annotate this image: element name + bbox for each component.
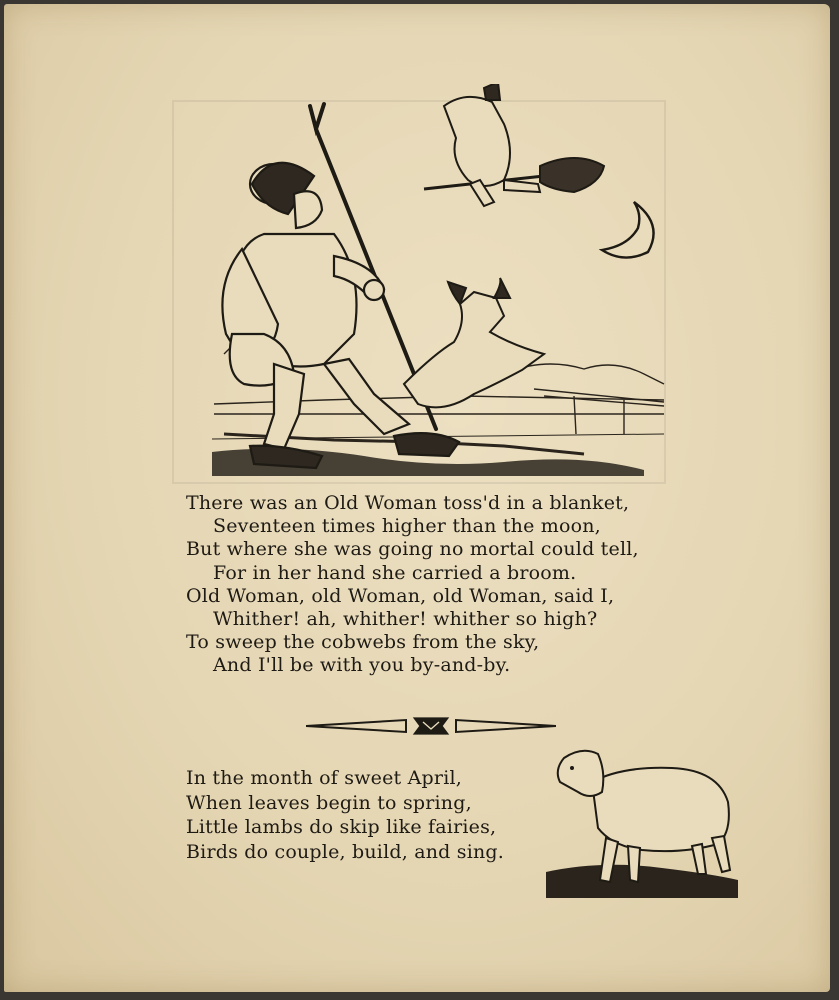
verse-line: When leaves begin to spring,: [186, 791, 472, 814]
verse-line: And I'll be with you by-and-by.: [213, 654, 511, 677]
verse-line: For in her hand she carried a broom.: [213, 561, 577, 584]
ornamental-divider-icon: [306, 714, 556, 738]
verse-line: To sweep the cobwebs from the sky,: [186, 631, 540, 654]
verse-line: In the month of sweet April,: [186, 767, 462, 789]
verse-line: There was an Old Woman toss'd in a blanket,: [186, 492, 630, 514]
woodcut-lamb-icon: [542, 742, 742, 902]
verse-line: Whither! ah, whither! whither so high?: [213, 608, 598, 631]
verse-line: Seventeen times higher than the moon,: [213, 515, 601, 538]
verse-april: [186, 766, 504, 864]
verse-line: Birds do couple, build, and sing.: [186, 840, 505, 863]
moon-icon: [602, 202, 654, 258]
verse-line: Little lambs do skip like fairies,: [186, 816, 497, 838]
book-page: [4, 4, 830, 992]
verse-old-woman: [186, 492, 639, 678]
verse-line: Old Woman, old Woman, old Woman, said I,: [186, 584, 615, 607]
woodcut-man-pitchfork-dog-witch-broom-moon-icon: [204, 84, 669, 484]
verse-line: But where she was going no mortal could tell,: [186, 538, 639, 561]
